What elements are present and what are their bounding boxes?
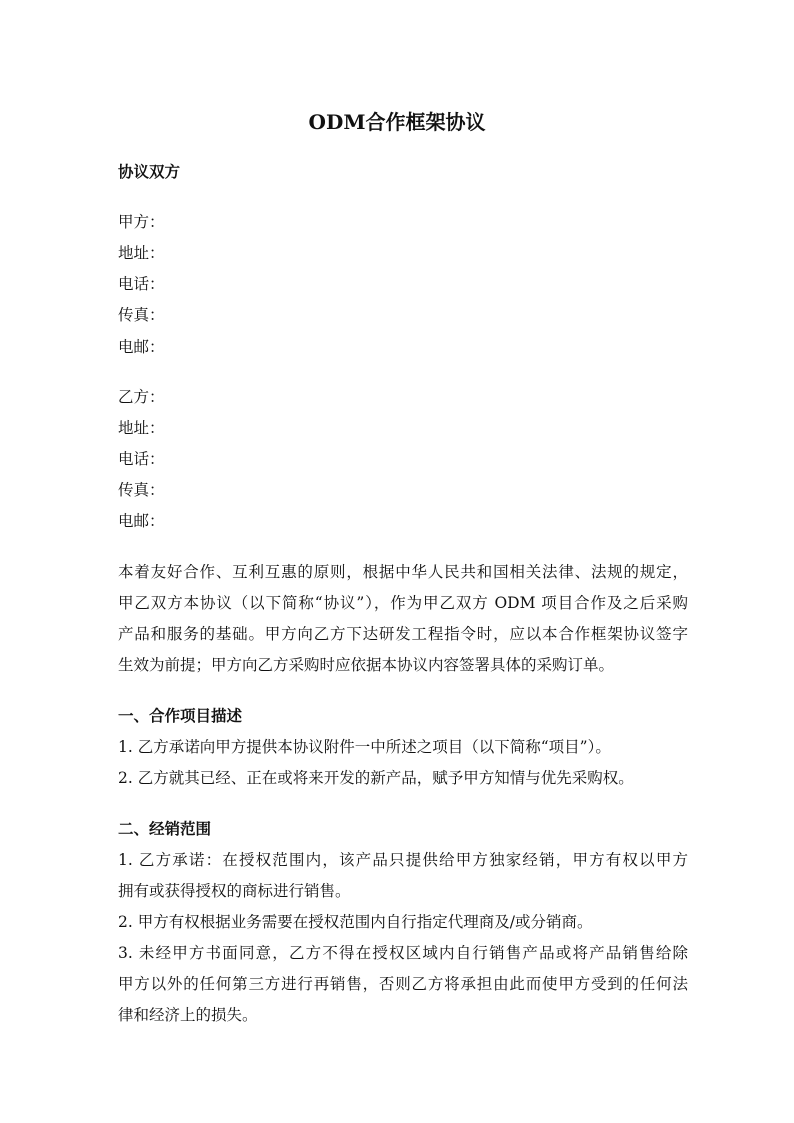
- section2-line: 律和经济上的损失。: [118, 1006, 258, 1024]
- party-b-email: 电邮：: [118, 512, 165, 530]
- party-a-email: 电邮：: [118, 338, 165, 356]
- party-a-name: 甲方：: [118, 213, 165, 231]
- section2-line: 拥有或获得授权的商标进行销售。: [118, 882, 351, 900]
- party-a-phone: 电话：: [118, 275, 165, 293]
- party-b-name: 乙方：: [118, 388, 165, 406]
- section1-item: 1. 乙方承诺向甲方提供本协议附件一中所述之项目（以下简称“项目”）。: [118, 738, 611, 756]
- section2-line: 1. 乙方承诺：在授权范围内，该产品只提供给甲方独家经销，甲方有权以甲方: [118, 851, 688, 869]
- section2-line: 甲方以外的任何第三方进行再销售，否则乙方将承担由此而使甲方受到的任何法: [118, 975, 688, 993]
- party-b-fax: 传真：: [118, 481, 165, 499]
- party-b-phone: 电话：: [118, 450, 165, 468]
- party-b-address: 地址：: [118, 419, 165, 437]
- preamble-line: 甲乙双方本协议（以下简称“协议”），作为甲乙双方 ODM 项目合作及之后采购: [118, 594, 688, 612]
- parties-heading: 协议双方: [118, 162, 181, 181]
- section2-line: 2. 甲方有权根据业务需要在授权范围内自行指定代理商及/或分销商。: [118, 913, 593, 931]
- preamble-line: 产品和服务的基础。甲方向乙方下达研发工程指令时，应以本合作框架协议签字: [118, 625, 688, 643]
- document-title: ODM合作框架协议: [308, 110, 486, 134]
- party-a-address: 地址：: [118, 244, 165, 262]
- section1-heading: 一、合作项目描述: [118, 706, 243, 725]
- preamble-line: 生效为前提；甲方向乙方采购时应依据本协议内容签署具体的采购订单。: [118, 656, 615, 674]
- preamble-line: 本着友好合作、互利互惠的原则，根据中华人民共和国相关法律、法规的规定，: [118, 563, 688, 581]
- section2-heading: 二、经销范围: [118, 819, 212, 838]
- section2-line: 3. 未经甲方书面同意，乙方不得在授权区域内自行销售产品或将产品销售给除: [118, 944, 688, 962]
- party-a-fax: 传真：: [118, 306, 165, 324]
- section1-item: 2. 乙方就其已经、正在或将来开发的新产品，赋予甲方知情与优先采购权。: [118, 769, 634, 787]
